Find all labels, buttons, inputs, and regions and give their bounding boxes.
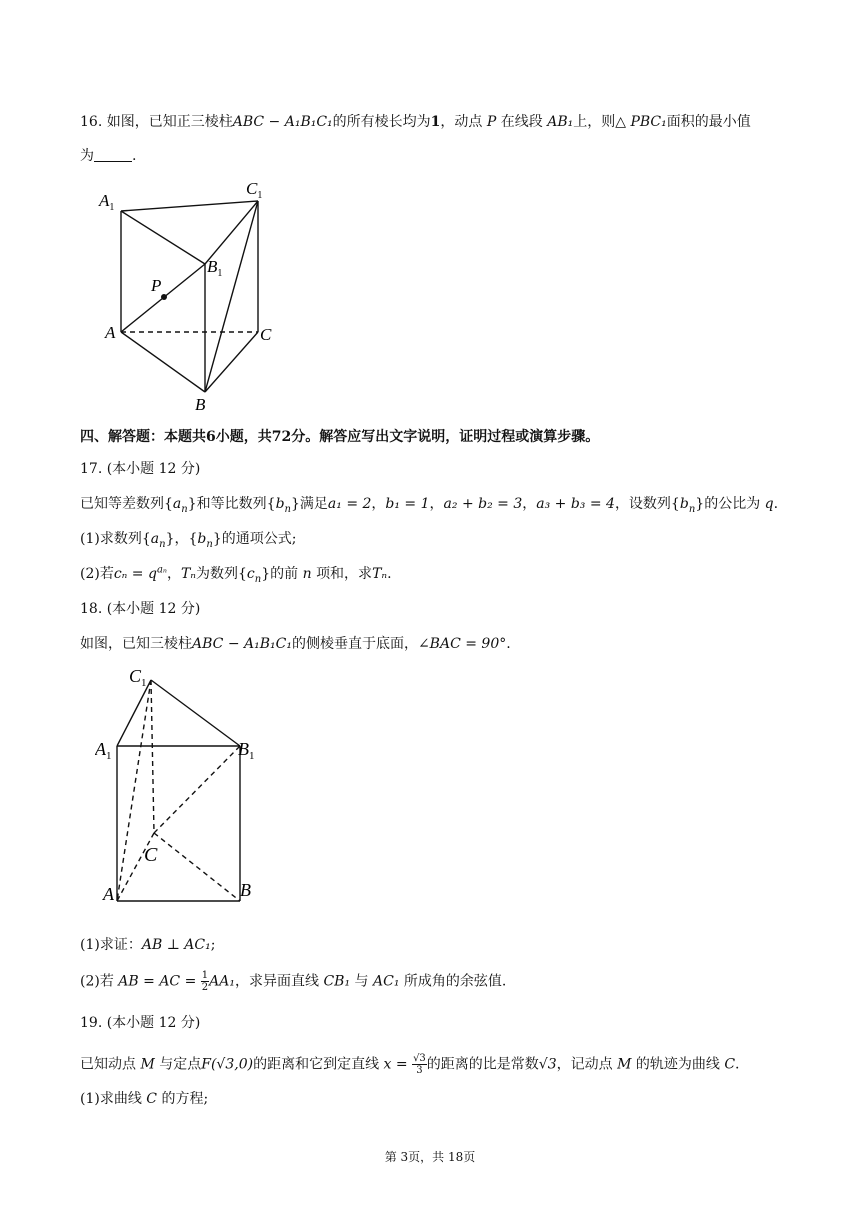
q18-eq: AB = AC =	[118, 973, 197, 990]
q17-text: }，{	[165, 531, 198, 547]
point-f: F(√3,0)	[201, 1056, 254, 1073]
q17-part-2: (2)若$c_n = q^{a_n}$，Tₙ为数列$\{c_n\}$的前 n 项和，求Tₙ.	[80, 564, 392, 585]
q19-part-1	[80, 1089, 208, 1109]
label-p: P	[151, 276, 162, 295]
curve-c: C	[146, 1091, 158, 1107]
line-ac1: AC₁	[373, 973, 400, 990]
q16-line-1	[80, 112, 751, 132]
label-a: A	[105, 323, 116, 342]
condition: a₁ = 2	[327, 496, 372, 512]
q18-text: 与	[354, 973, 369, 990]
q16-text: 为	[80, 148, 94, 164]
q17-text: }的通项公式;	[212, 531, 297, 547]
section-header	[80, 427, 599, 447]
q17-stem: 已知等差数列$\{a_n\}$和等比数列$\{b_n\}$满足a₁ = 2，b₁ = 1，a₂ + b₂ = 3，a₃ + b₃ = 4，设数列$\{b_n\}$的公比为 q.	[80, 496, 779, 515]
sequence-b: b	[275, 496, 285, 512]
figure-prism-1	[95, 180, 295, 412]
ratio-const: √3	[538, 1056, 557, 1073]
label-c1: $C_1$	[129, 666, 147, 689]
figure-prism-2	[95, 660, 275, 910]
q18-part-1	[80, 935, 215, 955]
point-m: M	[140, 1056, 155, 1073]
label-c1: $C_1$	[246, 180, 263, 201]
q17-text: 项和，求	[316, 566, 373, 582]
q16-text: 上，则△	[573, 114, 626, 130]
section-text: 小题，共	[215, 429, 272, 445]
label-b1: $B_1$	[238, 739, 255, 762]
q18-part-2	[80, 970, 506, 993]
q18-eq: AA₁	[209, 973, 236, 990]
condition: b₁ = 1	[385, 496, 430, 512]
label-b: B	[240, 880, 251, 900]
section-count: 6	[206, 429, 216, 445]
sum-t: Tₙ	[180, 566, 196, 582]
label-a: A	[103, 884, 114, 904]
condition: a₂ + b₂ = 3	[443, 496, 523, 512]
q16-text: 如图，已知正三棱柱	[106, 114, 233, 130]
q17-text: }满足	[290, 496, 328, 512]
q18-text: ;	[210, 937, 216, 953]
q19-text: 已知动点	[80, 1056, 136, 1073]
q17-text: 已知等差数列{	[80, 496, 173, 512]
label-c: C	[260, 325, 272, 344]
sequence-c-def: cₙ = q	[113, 566, 157, 582]
q16-text: 的所有棱长均为	[332, 114, 431, 130]
label-b: B	[195, 395, 206, 412]
q19-text: 的距离的比是常数	[426, 1056, 539, 1073]
sequence-a: a	[172, 496, 182, 512]
q16-text: .	[132, 148, 137, 164]
q17-text: ，设数列{	[614, 496, 680, 512]
q17-text: 为数列{	[195, 566, 247, 582]
q17-text: (1)求数列{	[80, 531, 151, 547]
q19-stem	[80, 1053, 740, 1076]
sequence-a: a	[150, 531, 160, 547]
q17-text: }的公比为	[695, 496, 761, 512]
q19-text: ，记动点	[556, 1056, 613, 1073]
q18-text: (1)求证：	[80, 937, 142, 953]
q19-text: 与定点	[159, 1056, 202, 1073]
q19-text: (1)求曲线	[80, 1091, 142, 1107]
q17-text: ，	[166, 566, 181, 582]
q18-claim: AB ⊥ AC₁	[141, 937, 211, 953]
section-text: 四、解答题：本题共	[80, 429, 206, 445]
section-text: 分。解答应写出文字说明，证明过程或演算步骤。	[291, 429, 600, 445]
q16-text: ，动点	[440, 114, 483, 130]
point-m: M	[617, 1056, 632, 1073]
q17-text: }的前	[261, 566, 299, 582]
q17-text: (2)若	[80, 566, 114, 582]
q18-text: ，求异面直线	[235, 973, 320, 990]
q19-text: 的轨迹为曲线	[635, 1056, 720, 1073]
section-score: 72	[271, 429, 292, 445]
condition: a₃ + b₃ = 4	[536, 496, 615, 512]
q16-triangle: PBC₁	[630, 114, 667, 130]
answer-blank	[94, 147, 132, 162]
q18-header: 18. (本小题 12 分)	[80, 601, 201, 617]
curve-c: C	[724, 1056, 736, 1073]
line-cb1: CB₁	[323, 973, 351, 990]
q18-text: 所成角的余弦值.	[403, 973, 507, 990]
label-b1: $B_1$	[207, 257, 223, 279]
q18-text: 如图，已知三棱柱	[80, 636, 192, 652]
q16-edge: 1	[430, 114, 441, 130]
q19-text: .	[735, 1056, 740, 1073]
q16-prism: ABC − A₁B₁C₁	[232, 114, 333, 130]
denominator: 3	[416, 1065, 423, 1076]
q17-text: }和等比数列{	[187, 496, 276, 512]
sequence-b: b	[679, 496, 689, 512]
q16-number: 16.	[80, 114, 103, 130]
denominator: 2	[201, 982, 209, 993]
q18-stem	[80, 634, 511, 654]
sequence-b: b	[197, 531, 207, 547]
q19-text: 的距离和它到定直线	[253, 1056, 380, 1073]
label-a1: $A_1$	[95, 739, 112, 762]
sum-t: Tₙ	[372, 566, 388, 582]
var-n: n	[302, 566, 312, 582]
q17-text: .	[387, 566, 392, 582]
label-a1: $A_1$	[99, 191, 115, 213]
q16-segment: AB₁	[547, 114, 574, 130]
q17-part-1: (1)求数列$\{a_n\}$，$\{b_n\}$的通项公式;	[80, 531, 297, 550]
q18-angle: ∠BAC = 90°	[417, 636, 507, 652]
label-c: C	[144, 844, 158, 866]
ratio-q: q	[764, 496, 774, 512]
fraction-sqrt3-over-3	[412, 1053, 427, 1076]
numerator: √3	[413, 1053, 426, 1064]
line-eq: x =	[383, 1056, 408, 1073]
q16-line-2	[80, 146, 136, 166]
q19-header: 19. (本小题 12 分)	[80, 1015, 201, 1031]
q18-text: (2)若	[80, 973, 114, 990]
q16-text: 面积的最小值	[666, 114, 751, 130]
q19-text: 的方程;	[161, 1091, 209, 1107]
q18-prism: ABC − A₁B₁C₁	[192, 636, 292, 652]
q18-text: 的侧棱垂直于底面，	[291, 636, 418, 652]
point-p-marker	[161, 294, 167, 300]
page-footer: 第 3页，共 18页	[384, 1150, 476, 1164]
q18-text: .	[506, 636, 511, 652]
numerator: 1	[201, 970, 209, 981]
q16-point: P	[486, 114, 497, 130]
q17-header: 17. (本小题 12 分)	[80, 461, 201, 477]
fraction-half	[201, 970, 209, 993]
q16-text: 在线段	[500, 114, 543, 130]
